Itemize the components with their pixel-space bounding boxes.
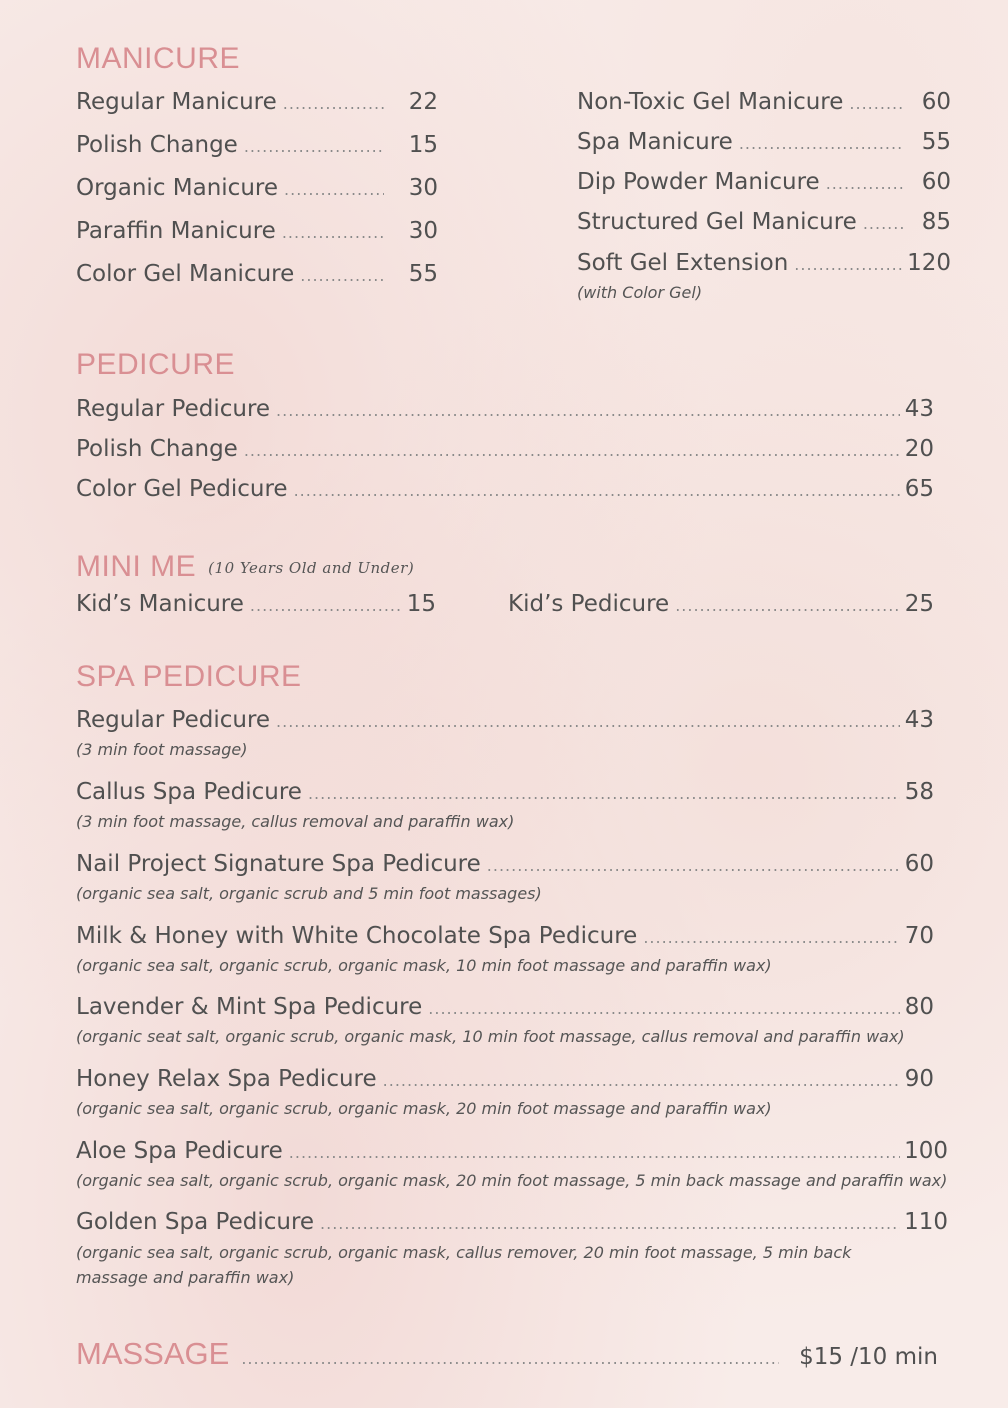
item-name: Aloe Spa Pedicure (76, 1138, 283, 1164)
dot-leader (428, 1000, 900, 1018)
menu-item (577, 89, 951, 115)
menu-item (577, 169, 951, 195)
dot-leader (276, 402, 900, 420)
item-price: 30 (408, 218, 438, 244)
menu-item (76, 591, 436, 617)
menu-item (577, 250, 951, 276)
item-description: (organic seat salt, organic scrub, organic mask, 10 min foot massage, callus removal and paraffin wax) (76, 1027, 905, 1046)
item-name: Nail Project Signature Spa Pedicure (76, 851, 481, 877)
spa-pedicure-title: SPA PEDICURE (76, 660, 302, 693)
item-name: Color Gel Pedicure (76, 476, 288, 502)
menu-item (76, 89, 438, 115)
menu-item (76, 175, 438, 201)
massage-price: $15 /10 min (799, 1344, 938, 1370)
item-price: 58 (904, 779, 934, 805)
menu-item (76, 1066, 934, 1092)
dot-leader (294, 482, 900, 500)
item-price: 30 (408, 175, 438, 201)
menu-item (76, 707, 934, 733)
dot-leader (849, 95, 903, 113)
menu-item (577, 129, 951, 155)
item-name: Spa Manicure (577, 129, 733, 155)
item-price: 60 (921, 89, 951, 115)
menu-item (76, 923, 934, 949)
dot-leader (308, 785, 900, 803)
item-name: Polish Change (76, 436, 238, 462)
item-price: 60 (921, 169, 951, 195)
item-price: 110 (904, 1209, 948, 1235)
item-price: 100 (904, 1138, 948, 1164)
item-description: (organic sea salt, organic scrub, organic mask, 20 min foot massage, 5 min back massage and paraffin wax) (76, 1171, 948, 1190)
item-description: (3 min foot massage) (76, 740, 248, 759)
menu-item (76, 396, 934, 422)
item-description: (3 min foot massage, callus removal and paraffin wax) (76, 812, 515, 831)
item-price: 90 (904, 1066, 934, 1092)
menu-item (76, 1138, 948, 1164)
dot-leader (250, 597, 403, 615)
dot-leader (794, 256, 903, 274)
item-name: Organic Manicure (76, 175, 279, 201)
menu-item (76, 1209, 948, 1235)
menu-item (76, 218, 438, 244)
item-price: 25 (904, 591, 934, 617)
item-description: (organic sea salt, organic scrub, organic mask, 20 min foot massage and paraffin wax) (76, 1099, 772, 1118)
dot-leader (300, 267, 384, 285)
menu-item (76, 994, 934, 1020)
dot-leader (282, 224, 384, 242)
item-price: 55 (921, 129, 951, 155)
item-price: 60 (904, 851, 934, 877)
item-name: Soft Gel Extension (577, 250, 789, 276)
item-price: 70 (904, 923, 934, 949)
dot-leader (244, 138, 384, 156)
item-name: Paraffin Manicure (76, 218, 276, 244)
item-name: Callus Spa Pedicure (76, 779, 302, 805)
item-price: 120 (907, 250, 951, 276)
item-price: 20 (904, 436, 934, 462)
item-name: Regular Pedicure (76, 396, 271, 422)
item-name: Milk & Honey with White Chocolate Spa Pedicure (76, 923, 638, 949)
dot-leader (487, 857, 900, 875)
dot-leader (863, 215, 903, 233)
item-name: Golden Spa Pedicure (76, 1209, 315, 1235)
item-price: 15 (406, 591, 436, 617)
item-price: 15 (408, 132, 438, 158)
item-price: 55 (408, 261, 438, 287)
item-description: (with Color Gel) (577, 283, 703, 302)
mini-me-age-note: (10 Years Old and Under) (208, 558, 415, 577)
item-name: Regular Manicure (76, 89, 277, 115)
menu-item (76, 261, 438, 287)
dot-leader (241, 1350, 779, 1368)
item-price: 43 (904, 707, 934, 733)
item-name: Lavender & Mint Spa Pedicure (76, 994, 423, 1020)
item-name: Honey Relax Spa Pedicure (76, 1066, 377, 1092)
menu-item (76, 851, 934, 877)
dot-leader (276, 713, 900, 731)
item-price: 85 (921, 209, 951, 235)
massage-title: MASSAGE (76, 1336, 230, 1371)
massage-row (76, 1336, 938, 1372)
item-name: Color Gel Manicure (76, 261, 295, 287)
dot-leader (643, 929, 900, 947)
item-price: 43 (904, 396, 934, 422)
menu-item (76, 476, 934, 502)
item-name: Kid’s Pedicure (508, 591, 670, 617)
mini-me-title-text: MINI ME (76, 550, 197, 583)
menu-item (76, 436, 934, 462)
item-description: (organic sea salt, organic scrub, organic mask, callus remover, 20 min foot massage, 5 min back massage and paraffin wax) (76, 1243, 852, 1287)
manicure-title: MANICURE (76, 42, 241, 75)
item-description: (organic sea salt, organic scrub, organic mask, 10 min foot massage and paraffin wax) (76, 956, 772, 975)
pedicure-title: PEDICURE (76, 348, 236, 381)
dot-leader (283, 95, 384, 113)
dot-leader (675, 597, 901, 615)
item-price: 65 (904, 476, 934, 502)
dot-leader (284, 181, 384, 199)
dot-leader (320, 1215, 900, 1233)
dot-leader (739, 135, 903, 153)
dot-leader (289, 1144, 900, 1162)
item-price: 22 (408, 89, 438, 115)
mini-me-title (76, 552, 414, 582)
dot-leader (244, 442, 900, 460)
item-name: Kid’s Manicure (76, 591, 244, 617)
item-name: Non-Toxic Gel Manicure (577, 89, 844, 115)
menu-item (577, 209, 951, 235)
item-name: Polish Change (76, 132, 238, 158)
menu-item (76, 779, 934, 805)
menu-item (508, 591, 934, 617)
dot-leader (826, 175, 903, 193)
menu-item (76, 132, 438, 158)
item-price: 80 (904, 994, 934, 1020)
item-description: (organic sea salt, organic scrub and 5 min foot massages) (76, 884, 542, 903)
item-name: Dip Powder Manicure (577, 169, 820, 195)
dot-leader (383, 1072, 901, 1090)
item-name: Structured Gel Manicure (577, 209, 857, 235)
item-name: Regular Pedicure (76, 707, 271, 733)
